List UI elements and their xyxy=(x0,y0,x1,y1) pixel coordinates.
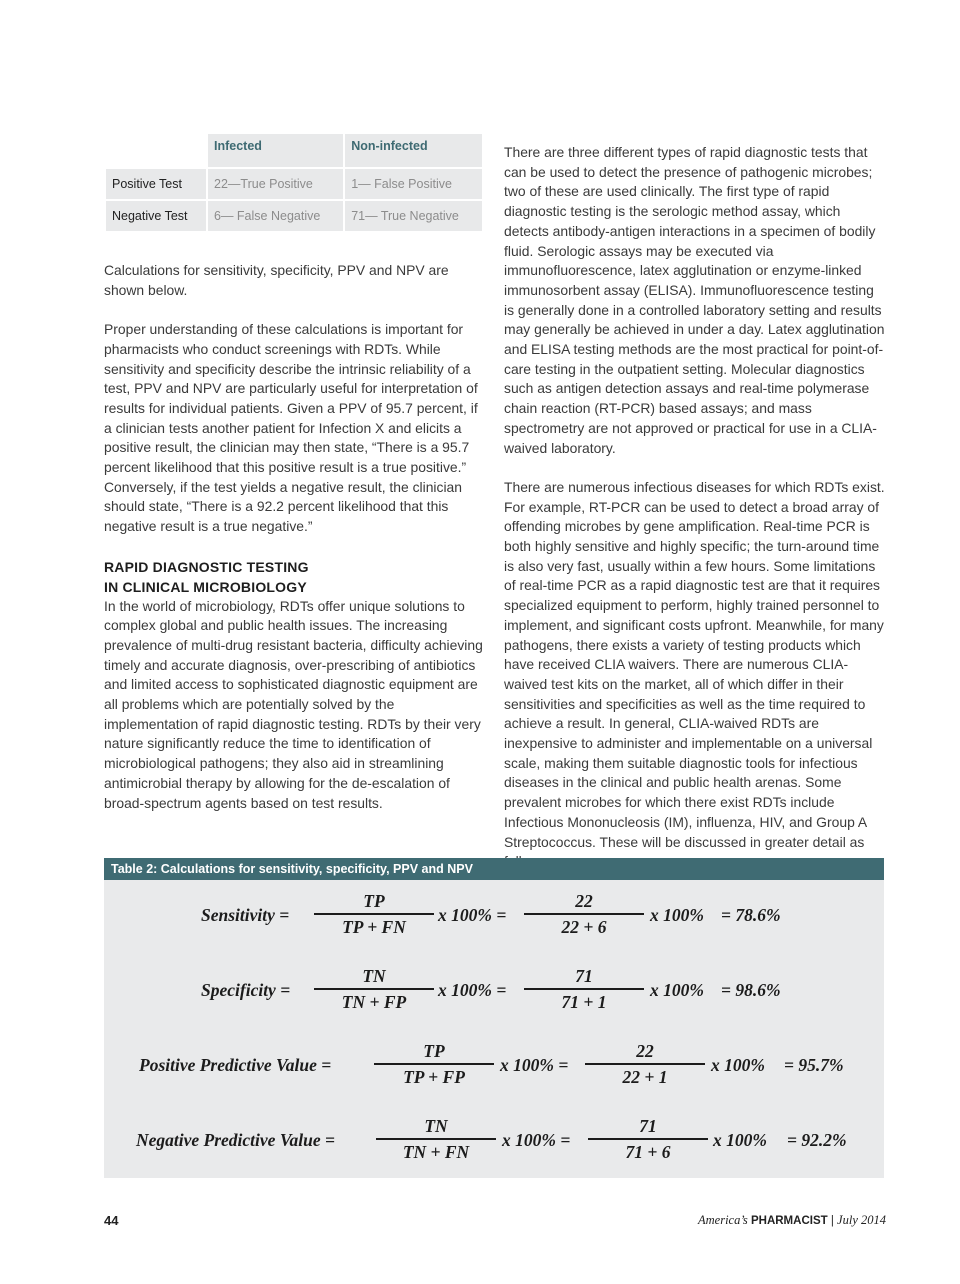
fraction-bar xyxy=(588,1138,708,1140)
denominator: 22 + 1 xyxy=(622,1067,668,1087)
denominator: TN + FP xyxy=(341,992,407,1012)
fraction-bar xyxy=(376,1138,496,1140)
numerator: 71 xyxy=(639,1116,657,1136)
denominator: 22 + 6 xyxy=(561,917,607,937)
numerator: 22 xyxy=(575,891,593,911)
paragraph-calculations-intro: Calculations for sensitivity, specificity, PPV and NPV are shown below. xyxy=(104,262,449,298)
row-header-negative: Negative Test xyxy=(106,201,206,231)
equation-label: Specificity = xyxy=(201,980,291,1000)
denominator: TP + FP xyxy=(403,1067,465,1087)
page-number: 44 xyxy=(104,1213,119,1228)
multiplier: x 100% xyxy=(650,905,704,925)
cell-false-negative: 6— False Negative xyxy=(208,201,343,231)
numerator: TP xyxy=(423,1041,445,1061)
fraction-bar xyxy=(374,1063,494,1065)
results-table-col-infected: Infected xyxy=(208,134,343,167)
results-table-col-noninfected: Non-infected xyxy=(345,134,482,167)
calculations-table-title: Table 2: Calculations for sensitivity, specificity, PPV and NPV xyxy=(104,858,884,880)
numerator: TP xyxy=(363,891,385,911)
denominator: 71 + 6 xyxy=(625,1142,671,1162)
cell-true-negative: 71— True Negative xyxy=(345,201,482,231)
numerator: TN xyxy=(424,1116,448,1136)
equation-label: Negative Predictive Value = xyxy=(136,1130,336,1150)
multiplier: x 100% xyxy=(650,980,704,1000)
paragraph-infectious-diseases: There are numerous infectious diseases for which RDTs exist. For example, RT-PCR can be used to detect a broad array of offending microbes by gene amplification. Real-time PCR is both highly sensitive and highly specific; the turn-around time is also very fast, usually within a few hours. Some limitations of real-time PCR as a rapid diagnostic test are that it requires specialized equipment to perform, highly trained personnel to implement, and significant costs upfront. Meanwhile, for many pathogens, there exists a variety of testing products which have received CLIA waivers. There are numerous CLIA-waived test kits on the market, all of which differ in their sensitivities and specificities as well as the time required to achieve a result. In general, CLIA-waived RDTs are inexpensive to administer and implementable on a universal scale, making them suitable diagnostic tools for infectious diseases in the clinical and public health arenas. Some prevalent microbes for which there exist RDTs include Infectious Mononucleosis (IM), influenza, HIV, and Group A Streptococcus. These will be discussed in greater detail as xyxy=(504,478,885,850)
footer-separator: | xyxy=(830,1215,834,1227)
right-column xyxy=(504,143,886,892)
equation-ppv xyxy=(104,1008,884,1088)
numerator: 71 xyxy=(575,966,593,986)
section-heading xyxy=(104,557,484,597)
denominator: TN + FN xyxy=(402,1142,470,1162)
fraction-bar xyxy=(585,1063,705,1065)
numerator: TN xyxy=(362,966,386,986)
magazine-name: PHARMACIST xyxy=(750,1215,828,1227)
equation-label: Sensitivity = xyxy=(201,905,290,925)
multiplier: x 100% = xyxy=(502,1130,571,1150)
multiplier: x 100% xyxy=(711,1055,765,1075)
multiplier: x 100% xyxy=(713,1130,767,1150)
table-row xyxy=(106,201,482,231)
fraction-bar xyxy=(524,988,644,990)
equation-specificity xyxy=(104,933,884,1013)
results-table-header xyxy=(106,134,482,167)
equation-result: = 78.6% xyxy=(721,905,781,925)
multiplier: x 100% = xyxy=(438,905,507,925)
section-heading-line2: IN CLINICAL MICROBIOLOGY xyxy=(104,578,307,595)
denominator: 71 + 1 xyxy=(561,992,607,1012)
section-heading-line1: RAPID DIAGNOSTIC TESTING xyxy=(104,558,309,575)
results-table-corner xyxy=(106,134,206,167)
paragraph-understanding: Proper understanding of these calculations is important for pharmacists who conduct screenings with RDTs. While sensitivity and specificity describe the intrinsic reliability of a test, PPV and NPV are particularly useful for interpretation of results for individual patients. Given a PPV of 95.7 percent, if a clinician tests another patient for Infection X and elicits a positive result, the clinician may then state, “There is a 95.7 percent likelihood that this positive result is a true positive.” Conversely, if the test yields a negative result, the clinician should state, “There is a 92.2 percent likelihood that this negative result is a true negative.” xyxy=(104,321,478,535)
numerator: 22 xyxy=(636,1041,654,1061)
magazine-prefix: America’s xyxy=(698,1213,748,1227)
paragraph-test-types: There are three different types of rapid diagnostic tests that can be used to detect the presence of pathogenic microbes; two of these are used clinically. The first type of rapid diagnostic testing is the serologic method assay, which detects antibody-antigen interactions in a specimen of bodily fluid. Serologic assays may be executed via immunofluorescence, latex agglutination or enzyme-linked immunosorbent assay (ELISA). Immunofluorescence testing is generally done in a controlled laboratory setting and results may generally be achieved in under a day. Latex agglutination and ELISA testing methods are the most practical for point-of-care testing in the outpatient setting. Molecular diagnostics such as antigen detection assays and real-time polymerase chain reaction (RT-PCR) based assays; and mass spectrometry are not approved or practical for use in a CLIA-waived laboratory. xyxy=(504,144,885,456)
equation-label: Positive Predictive Value = xyxy=(139,1055,332,1075)
fraction-bar xyxy=(314,913,434,915)
multiplier: x 100% = xyxy=(500,1055,569,1075)
issue-date: July 2014 xyxy=(837,1213,886,1227)
fraction-bar xyxy=(524,913,644,915)
equation-npv xyxy=(104,1083,884,1163)
table-row xyxy=(106,169,482,199)
equation-result: = 98.6% xyxy=(721,980,781,1000)
equation-result: = 92.2% xyxy=(787,1130,847,1150)
fraction xyxy=(376,1116,496,1166)
denominator: TP + FN xyxy=(342,917,406,937)
fraction xyxy=(588,1116,708,1166)
paragraph-microbiology: In the world of microbiology, RDTs offer unique solutions to complex global and public health issues. The increasing prevalence of multi-drug resistant bacteria, difficulty achieving timely and accurate diagnosis, over-prescribing of antibiotics and limited access to sophisticated diagnostic equipment are all problems which are potentially solved by the implementation of rapid diagnostic testing. RDTs by their very nature significantly reduce the time to identification of microbiological pathogens; they also aid in streamlining antimicrobial therapy by allowing for the de-escalation of broad-spectrum agents based on test results. xyxy=(104,597,483,811)
calculations-table xyxy=(104,858,884,1178)
running-footer xyxy=(698,1213,886,1228)
cell-false-positive: 1— False Positive xyxy=(345,169,482,199)
left-column xyxy=(104,261,484,833)
equation-result: = 95.7% xyxy=(784,1055,844,1075)
fraction-bar xyxy=(314,988,434,990)
multiplier: x 100% = xyxy=(438,980,507,1000)
cell-true-positive: 22—True Positive xyxy=(208,169,343,199)
row-header-positive: Positive Test xyxy=(106,169,206,199)
results-table xyxy=(104,132,484,233)
